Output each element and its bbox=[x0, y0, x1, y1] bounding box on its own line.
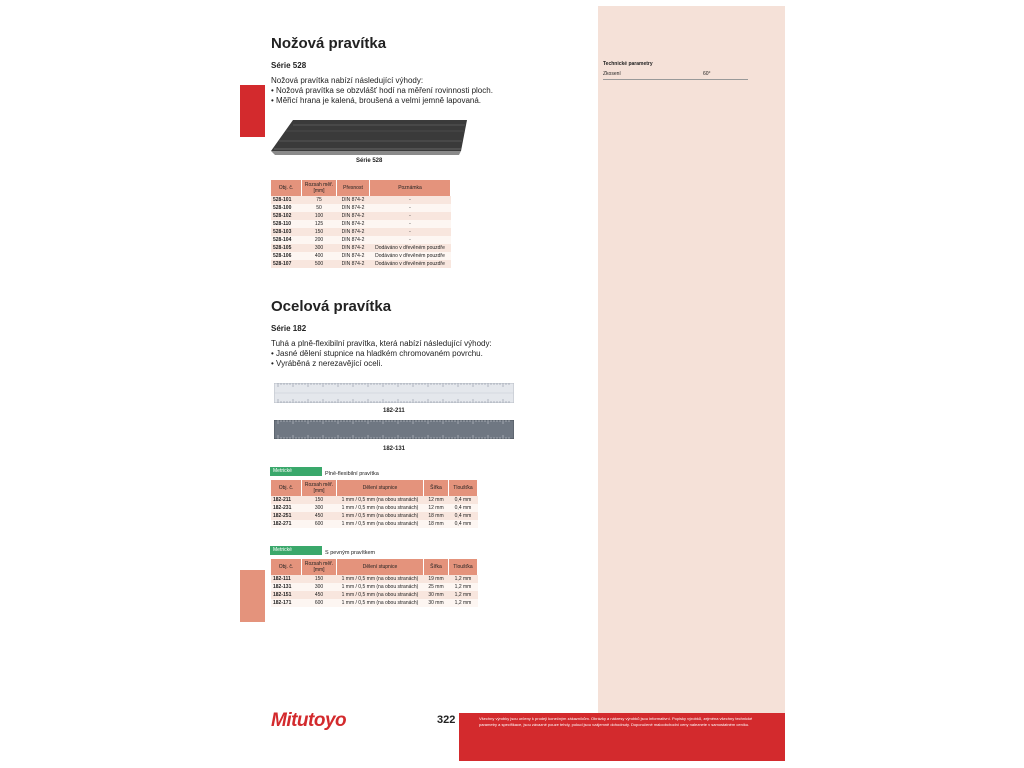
table-cell: 0,4 mm bbox=[449, 512, 478, 520]
table-cell: 400 bbox=[302, 252, 337, 260]
table-cell: 1,2 mm bbox=[449, 591, 478, 599]
order-number-cell: 528-100 bbox=[271, 204, 302, 212]
table-row bbox=[271, 236, 451, 244]
table-cell: 100 bbox=[302, 212, 337, 220]
col-header: Poznámka bbox=[370, 180, 451, 196]
table-cell: 1,2 mm bbox=[449, 575, 478, 583]
table-cell: DIN 874-2 bbox=[337, 220, 370, 228]
table-cell: 500 bbox=[302, 260, 337, 268]
order-number-cell: 528-101 bbox=[271, 196, 302, 204]
table-cell: 200 bbox=[302, 236, 337, 244]
table-cell: - bbox=[370, 228, 451, 236]
table-cell: 600 bbox=[302, 520, 337, 528]
order-number-cell: 528-107 bbox=[271, 260, 302, 268]
table-cell: Dodáváno v dřevěném pouzdře bbox=[370, 244, 451, 252]
table-cell: 1 mm / 0,5 mm (na obou stranách) bbox=[337, 496, 424, 504]
table-cell: 300 bbox=[302, 504, 337, 512]
section-tab-salmon bbox=[240, 570, 265, 622]
table-cell: - bbox=[370, 212, 451, 220]
ruler-caption-2: 182-131 bbox=[383, 446, 406, 452]
table-cell: 1 mm / 0,5 mm (na obou stranách) bbox=[337, 575, 424, 583]
flexible-ruler-table bbox=[271, 480, 478, 528]
table-row bbox=[271, 583, 478, 591]
table-cell: 1,2 mm bbox=[449, 599, 478, 607]
table-row bbox=[271, 228, 451, 236]
table-cell: 75 bbox=[302, 196, 337, 204]
table-cell: 19 mm bbox=[424, 575, 449, 583]
col-header: Přesnost bbox=[337, 180, 370, 196]
table-cell: DIN 874-2 bbox=[337, 228, 370, 236]
section2-bullet-1: • Jasné dělení stupnice na hladkém chromovaném povrchu. bbox=[271, 349, 483, 358]
table-cell: DIN 874-2 bbox=[337, 260, 370, 268]
table-row bbox=[271, 212, 451, 220]
table-cell: 125 bbox=[302, 220, 337, 228]
table-cell: 150 bbox=[302, 496, 337, 504]
table-cell: 300 bbox=[302, 244, 337, 252]
table-row bbox=[271, 220, 451, 228]
table-row bbox=[271, 520, 478, 528]
col-header: Rozsah měř. [mm] bbox=[302, 180, 337, 196]
col-header: Rozsah měř. [mm] bbox=[302, 480, 337, 496]
table-row bbox=[271, 599, 478, 607]
order-number-cell: 182-211 bbox=[271, 496, 302, 504]
order-number-cell: 182-271 bbox=[271, 520, 302, 528]
section1-series: Série 528 bbox=[271, 61, 307, 70]
col-header: Obj. č. bbox=[271, 480, 302, 496]
table-cell: DIN 874-2 bbox=[337, 244, 370, 252]
table-cell: - bbox=[370, 236, 451, 244]
table-header-row bbox=[271, 480, 478, 496]
table2-label: S pevným pravítkem bbox=[325, 550, 376, 556]
table-cell: 1 mm / 0,5 mm (na obou stranách) bbox=[337, 512, 424, 520]
table-cell: DIN 874-2 bbox=[337, 252, 370, 260]
technical-title: Technické parametry bbox=[603, 61, 653, 67]
table-cell: DIN 874-2 bbox=[337, 196, 370, 204]
col-header: Dělení stupnice bbox=[337, 480, 424, 496]
col-header: Rozsah měř. [mm] bbox=[302, 559, 337, 575]
table-row bbox=[271, 244, 451, 252]
table-cell: 0,4 mm bbox=[449, 504, 478, 512]
col-header: Tloušťka bbox=[449, 559, 478, 575]
table-cell: Dodáváno v dřevěném pouzdře bbox=[370, 260, 451, 268]
table-cell: 30 mm bbox=[424, 599, 449, 607]
rigid-ruler-table bbox=[271, 559, 478, 607]
order-number-cell: 528-104 bbox=[271, 236, 302, 244]
table-cell: 25 mm bbox=[424, 583, 449, 591]
table1-label: Plně-flexibilní pravítka bbox=[325, 471, 379, 477]
section1-image-caption: Série 528 bbox=[356, 158, 383, 164]
table-cell: 0,4 mm bbox=[449, 520, 478, 528]
table-row bbox=[271, 591, 478, 599]
table-cell: 1 mm / 0,5 mm (na obou stranách) bbox=[337, 520, 424, 528]
table-row bbox=[271, 196, 451, 204]
metric-badge: Metrické bbox=[270, 546, 322, 555]
order-number-cell: 182-111 bbox=[271, 575, 302, 583]
order-number-cell: 182-251 bbox=[271, 512, 302, 520]
table-cell: 12 mm bbox=[424, 496, 449, 504]
col-header: Šířka bbox=[424, 559, 449, 575]
order-number-cell: 182-171 bbox=[271, 599, 302, 607]
section-tab-red bbox=[240, 85, 265, 137]
technical-panel bbox=[598, 6, 785, 761]
col-header: Tloušťka bbox=[449, 480, 478, 496]
table-cell: 1 mm / 0,5 mm (na obou stranách) bbox=[337, 599, 424, 607]
technical-label: Zkosení bbox=[603, 71, 621, 77]
table-cell: 0,4 mm bbox=[449, 496, 478, 504]
table-cell: 18 mm bbox=[424, 512, 449, 520]
order-number-cell: 182-231 bbox=[271, 504, 302, 512]
table-cell: 1,2 mm bbox=[449, 583, 478, 591]
table-row bbox=[271, 512, 478, 520]
table-cell: DIN 874-2 bbox=[337, 204, 370, 212]
table-cell: DIN 874-2 bbox=[337, 212, 370, 220]
section2-bullet-2: • Vyráběná z nerezavějící oceli. bbox=[271, 359, 383, 368]
order-number-cell: 528-106 bbox=[271, 252, 302, 260]
table-cell: 18 mm bbox=[424, 520, 449, 528]
table-cell: 600 bbox=[302, 599, 337, 607]
table-row bbox=[271, 575, 478, 583]
section1-bullet-2: • Měřicí hrana je kalená, broušená a velmi jemně lapovaná. bbox=[271, 96, 482, 105]
col-header: Šířka bbox=[424, 480, 449, 496]
section1-title: Nožová pravítka bbox=[271, 35, 387, 52]
order-number-cell: 182-131 bbox=[271, 583, 302, 591]
table-cell: 50 bbox=[302, 204, 337, 212]
flexible-ruler-image bbox=[274, 383, 514, 403]
table-cell: 12 mm bbox=[424, 504, 449, 512]
section1-intro: Nožová pravítka nabízí následující výhody: bbox=[271, 76, 424, 85]
table-cell: 1 mm / 0,5 mm (na obou stranách) bbox=[337, 591, 424, 599]
table-cell: 1 mm / 0,5 mm (na obou stranách) bbox=[337, 504, 424, 512]
table-row bbox=[271, 252, 451, 260]
order-number-cell: 528-110 bbox=[271, 220, 302, 228]
section1-description bbox=[271, 76, 571, 106]
technical-row bbox=[603, 70, 748, 80]
table-cell: 300 bbox=[302, 583, 337, 591]
col-header: Obj. č. bbox=[271, 180, 302, 196]
section2-title: Ocelová pravítka bbox=[271, 298, 392, 315]
table-cell: - bbox=[370, 220, 451, 228]
table-header-row bbox=[271, 559, 478, 575]
footer-disclaimer: Všechny výrobky jsou určeny k prodeji konečným zákazníkům. Obrázky a nákresy výrobků jsou informativní. Popisky výrobků, zejména všechny technické parametry a specifikace, jsou závazné pouze tehdy, pokud jsou vzájemně dohodnuty. Doporučené maloobchodní ceny naleznete v samostatném ceníku. bbox=[479, 716, 753, 727]
table-row bbox=[271, 496, 478, 504]
knife-ruler-table bbox=[271, 180, 451, 268]
ruler-caption-1: 182-211 bbox=[383, 408, 405, 414]
metric-badge: Metrické bbox=[270, 467, 322, 476]
section2-series: Série 182 bbox=[271, 324, 307, 333]
mitutoyo-logo: Mitutoyo bbox=[271, 710, 347, 731]
order-number-cell: 528-103 bbox=[271, 228, 302, 236]
table-cell: 450 bbox=[302, 512, 337, 520]
table-cell: 30 mm bbox=[424, 591, 449, 599]
order-number-cell: 182-151 bbox=[271, 591, 302, 599]
knife-ruler-image bbox=[271, 117, 467, 157]
table-cell: 150 bbox=[302, 575, 337, 583]
section2-intro: Tuhá a plně-flexibilní pravítka, která nabízí následující výhody: bbox=[271, 339, 492, 348]
table-cell: 450 bbox=[302, 591, 337, 599]
table-row bbox=[271, 204, 451, 212]
table-cell: 150 bbox=[302, 228, 337, 236]
table-header-row bbox=[271, 180, 451, 196]
section2-description bbox=[271, 339, 571, 369]
table-cell: Dodáváno v dřevěném pouzdře bbox=[370, 252, 451, 260]
table-cell: - bbox=[370, 196, 451, 204]
col-header: Obj. č. bbox=[271, 559, 302, 575]
table-row bbox=[271, 504, 478, 512]
order-number-cell: 528-102 bbox=[271, 212, 302, 220]
page-number: 322 bbox=[437, 714, 456, 726]
rigid-ruler-image bbox=[274, 420, 514, 439]
table-cell: - bbox=[370, 204, 451, 212]
col-header: Dělení stupnice bbox=[337, 559, 424, 575]
technical-value: 60° bbox=[703, 71, 711, 77]
order-number-cell: 528-105 bbox=[271, 244, 302, 252]
section1-bullet-1: • Nožová pravítka se obzvlášť hodí na měření rovinnosti ploch. bbox=[271, 86, 493, 95]
table-cell: 1 mm / 0,5 mm (na obou stranách) bbox=[337, 583, 424, 591]
table-row bbox=[271, 260, 451, 268]
table-cell: DIN 874-2 bbox=[337, 236, 370, 244]
